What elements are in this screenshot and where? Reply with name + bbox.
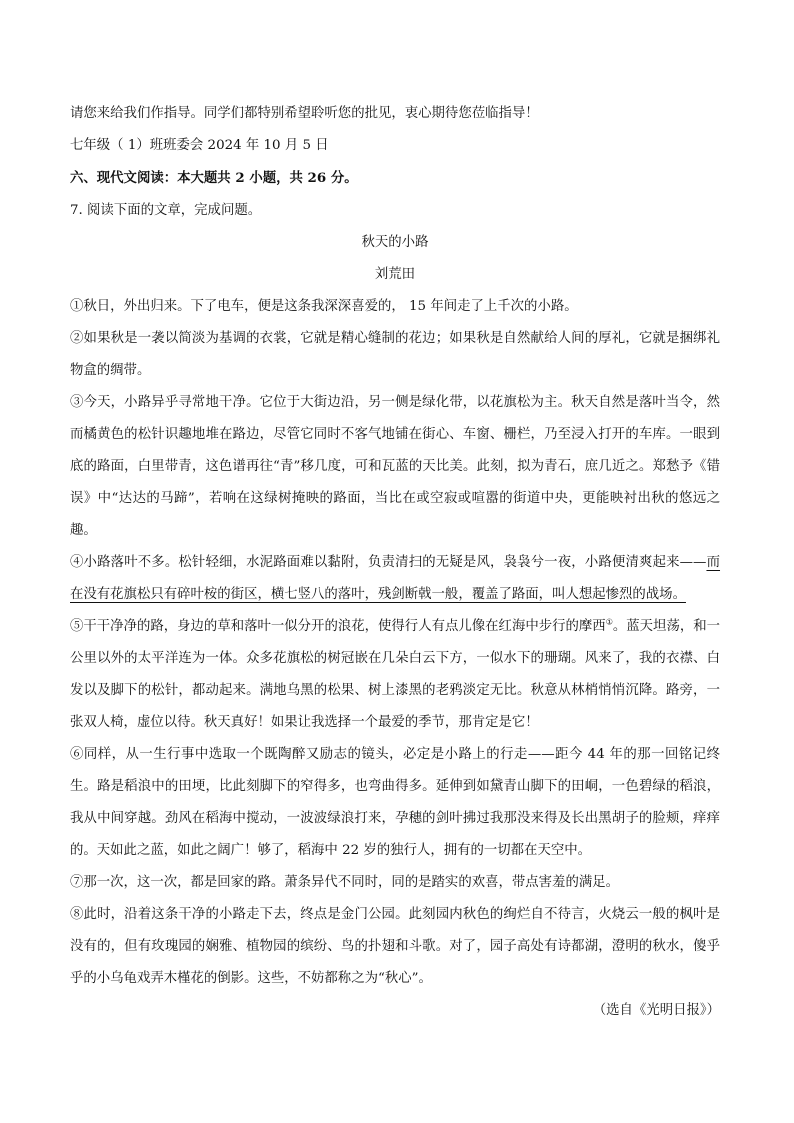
question-prompt: 7. 阅读下面的文章，完成问题。 bbox=[70, 203, 262, 218]
paragraph-3: ③今天，小路异乎寻常地干净。它位于大街边沿，另一侧是绿化带，以花旗松为主。秋天自然是落叶当令，然而橘黄色的松针识趣地堆在路边，尽管它同时不客气地铺在街心、车窗、栅栏，乃至浸入打开的车库。一眼到底的路面，白里带青，这色谱再往“青”移几度，可和瓦蓝的天比美。此刻，拟为青石，庶几近之。郑愁予《错误》中“达达的马蹄”，若响在这绿树掩映的路面，当比在或空寂或喧嚣的街道中央，更能映衬出秋的悠远之趣。 bbox=[70, 395, 720, 538]
section-heading bbox=[70, 162, 720, 195]
document-page bbox=[70, 98, 720, 1027]
section-score: 本大题共 2 小题，共 26 分。 bbox=[177, 170, 358, 186]
section-prefix: 六、现代文阅读： bbox=[70, 170, 178, 186]
paragraph-4-text: ④小路落叶不多。松针轻细，水泥路面难以黏附，负责清扫的无疑是风，袅袅兮一夜，小路便清爽起来—— bbox=[70, 555, 707, 570]
signature-line: 七年级（ 1）班班委会 2024 年 10 月 5 日 bbox=[70, 138, 329, 153]
paragraph-6: ⑥同样，从一生行事中选取一个既陶醉又励志的镜头，必定是小路上的行走——距今 44 年的那一回铭记终生。路是稻浪中的田埂，比此刻脚下的窄得多，也弯曲得多。延伸到如黛青山脚下的田峒，一色碧绿的稻浪，我从中间穿越。劲风在稻海中搅动，一波波绿浪打来，孕穗的剑叶拂过我那没来得及长出黑胡子的脸颊，痒痒的。天如此之蓝，如此之阔广！够了，稻海中 22 岁的独行人，拥有的一切都在天空中。 bbox=[70, 747, 720, 858]
invitation-closing-line: 请您来给我们作指导。同学们都特别希望聆听您的批见，衷心期待您莅临指导！ bbox=[70, 106, 539, 121]
article-title: 秋天的小路 bbox=[361, 235, 429, 250]
paragraph-4-underlined: 而在没有花旗松只有碎叶桉的街区，横七竖八的落叶，残剑断戟一般，覆盖了路面，叫人想起惨烈的战场。 bbox=[70, 555, 721, 602]
paragraph-7: ⑦那一次，这一次，都是回家的路。萧条异代不同时，同的是踏实的欢喜，带点害羞的满足。 bbox=[70, 875, 620, 890]
paragraph-5 bbox=[70, 611, 720, 739]
article-source: （选自《光明日报》） bbox=[592, 1003, 720, 1018]
paragraph-8: ⑧此时，沿着这条干净的小路走下去，终点是金门公园。此刻园内秋色的绚烂自不待言，火烧云一般的枫叶是没有的，但有玫瑰园的娴雅、植物园的缤纷、鸟的扑翅和斗歌。对了，园子高处有诗都湖，澄明的秋水，傻乎乎的小乌龟戏弄木槿花的倒影。这些，不妨都称之为“秋心”。 bbox=[70, 907, 720, 986]
footnote-marker: ① bbox=[605, 617, 613, 627]
paragraph-1: ①秋日，外出归来。下了电车，便是这条我深深喜爱的， 15 年间走了上千次的小路。 bbox=[70, 299, 578, 314]
article-author: 刘荒田 bbox=[374, 267, 416, 282]
paragraph-5-text-b: 。蓝天坦荡，和一公里以外的太平洋连为一体。众多花旗松的树冠嵌在几朵白云下方，一似水下的珊瑚。风来了，我的衣襟、白发以及脚下的松针，都动起来。满地乌黑的松果、树上漆黑的老鸦淡定无比。秋意从林梢悄悄沉降。路旁，一张双人椅，虚位以待。秋天真好！如果让我选择一个最爱的季节，那肯定是它！ bbox=[70, 619, 721, 730]
paragraph-2: ②如果秋是一袭以简淡为基调的衣裳，它就是精心缝制的花边；如果秋是自然献给人间的厚礼，它就是捆绑礼物盒的绸带。 bbox=[70, 331, 720, 378]
paragraph-4 bbox=[70, 547, 720, 611]
paragraph-5-text-a: ⑤干干净净的路，身边的草和落叶一似分开的浪花，使得行人有点儿像在红海中步行的摩西 bbox=[70, 619, 606, 634]
